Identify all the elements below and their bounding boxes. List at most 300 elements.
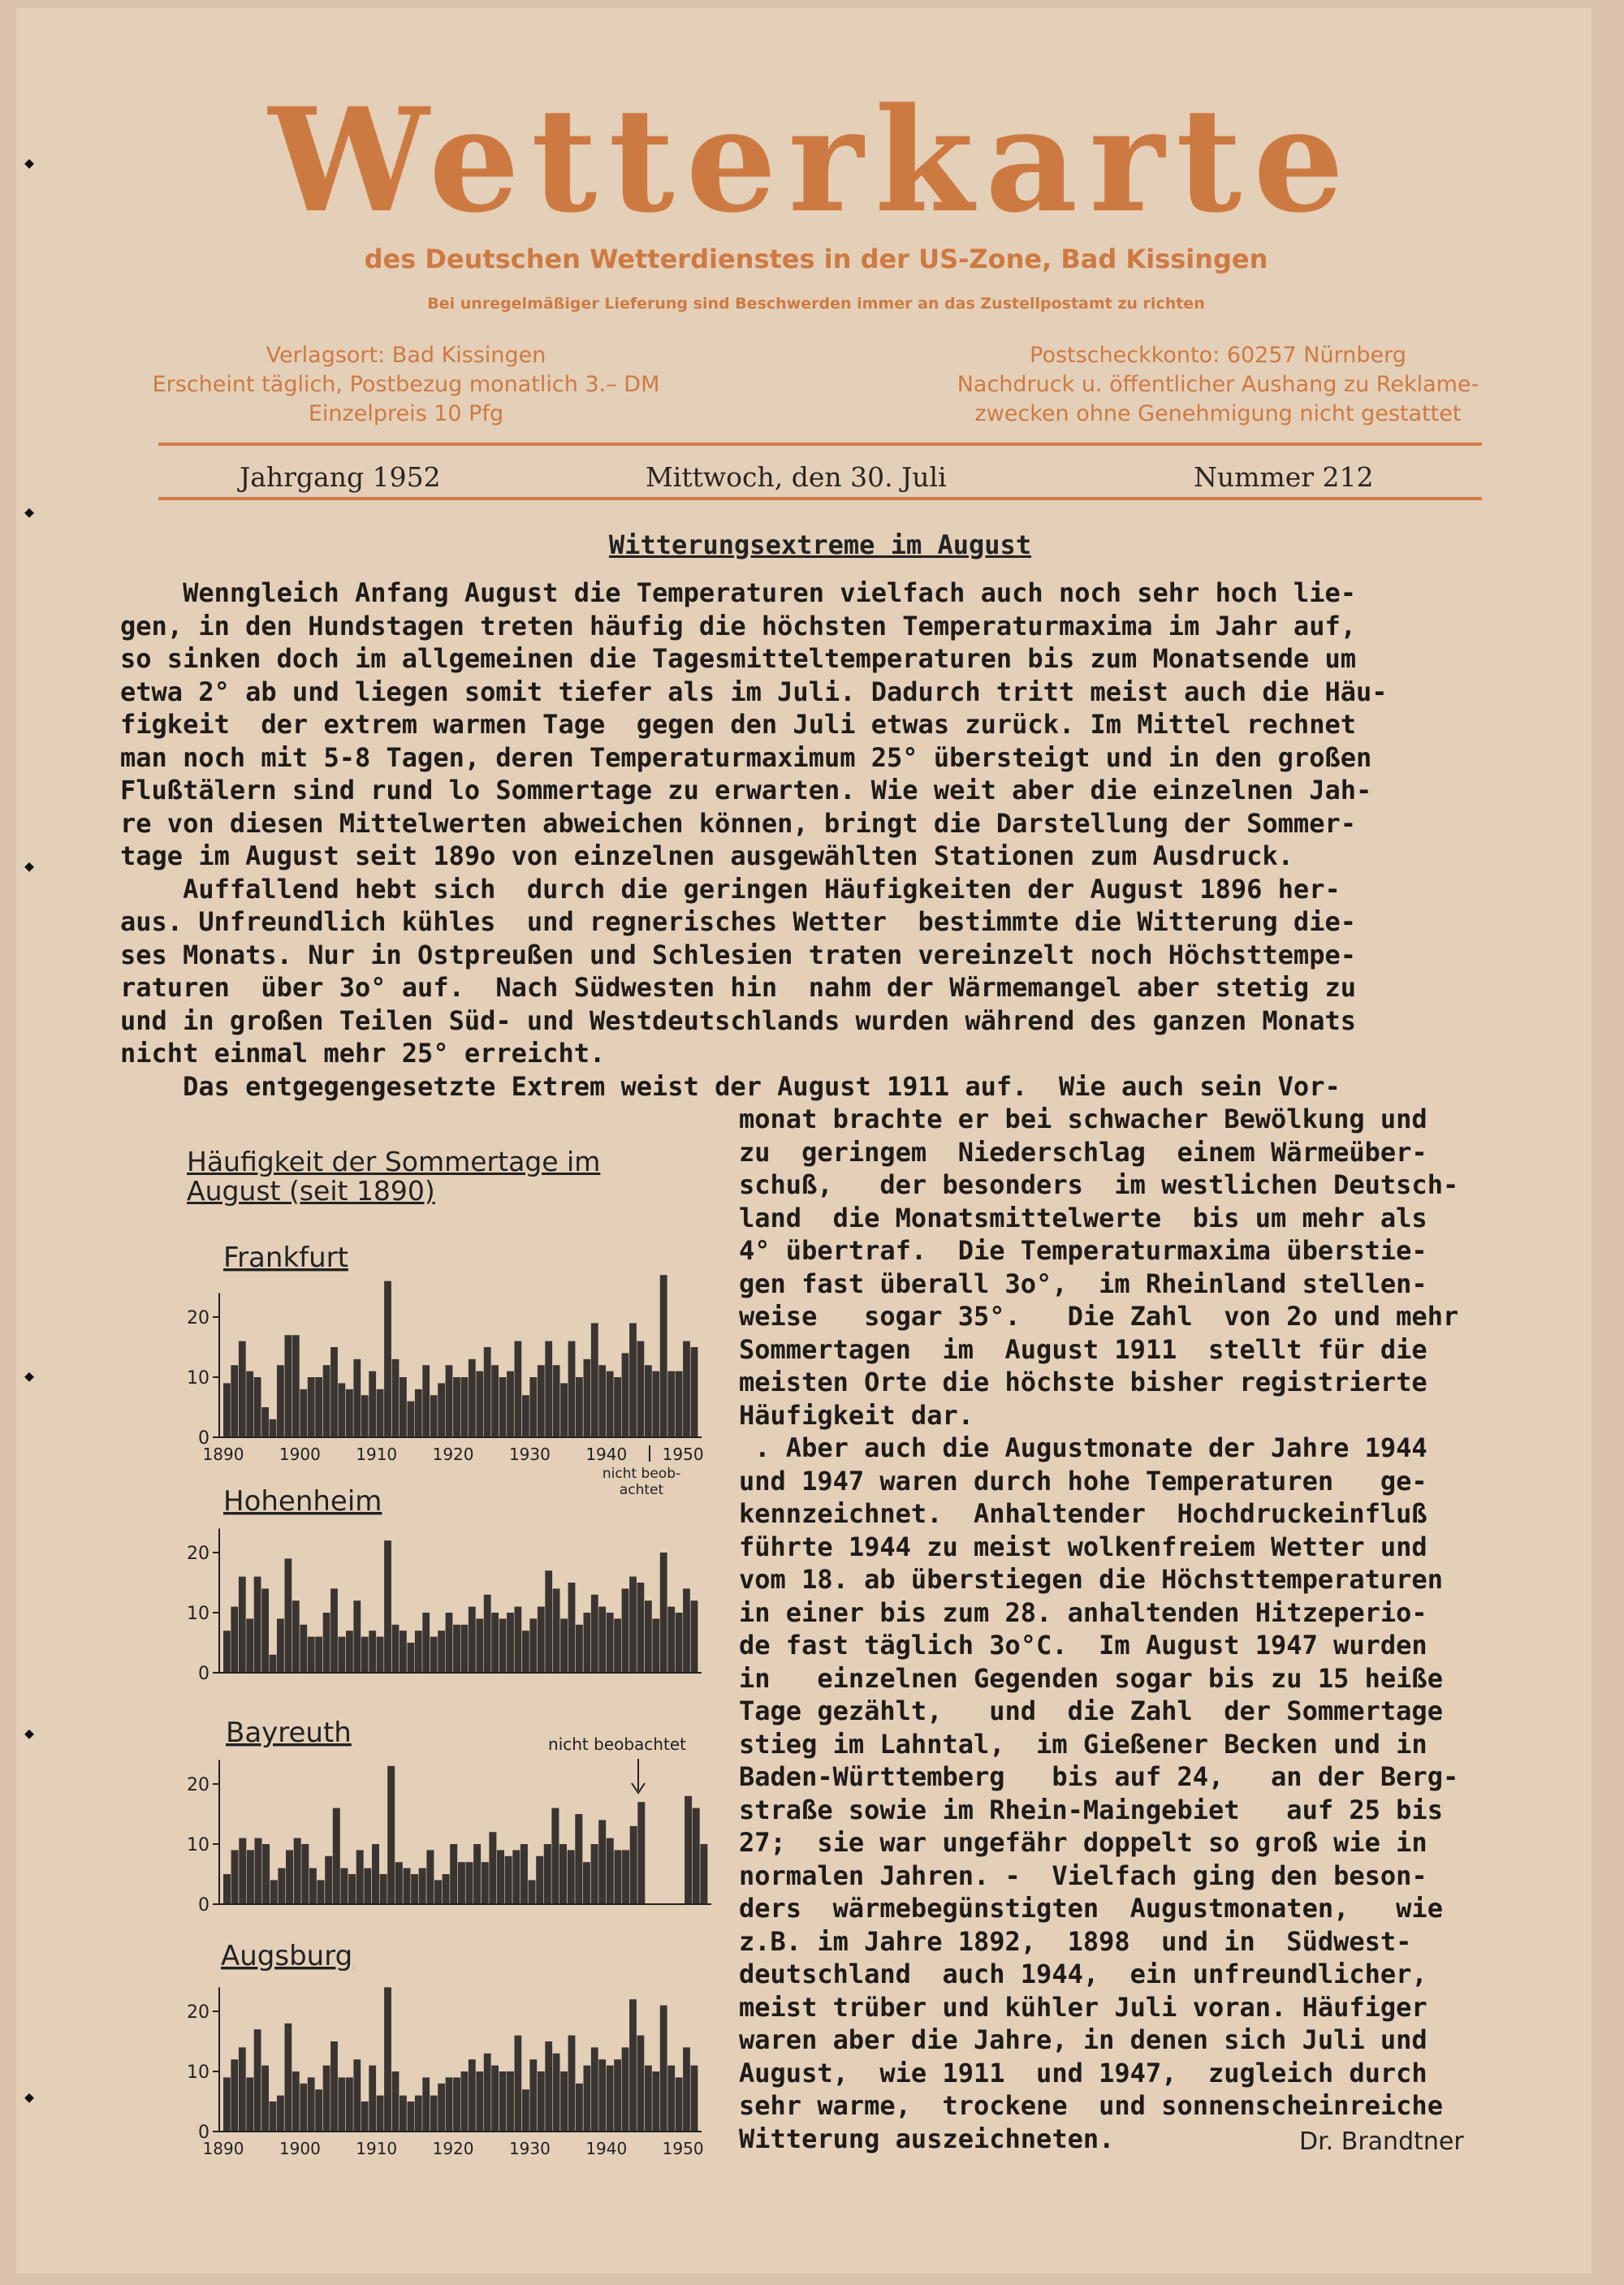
chart-bar	[430, 1637, 438, 1673]
article-line: ders wärmebegünstigten Augustmonaten, wie	[739, 1893, 1443, 1924]
chart-bar	[529, 2059, 537, 2132]
article-line: meist trüber und kühler Juli voran. Häufiger	[739, 1991, 1427, 2023]
chart-bar	[422, 2077, 430, 2132]
y-tick-label: 20	[187, 2002, 209, 2023]
chart-bar	[254, 2029, 261, 2132]
article-line: weise sogar 35°. Die Zahl von 2o und mehr	[739, 1301, 1459, 1332]
chart-bar	[545, 1341, 552, 1437]
x-tick-label: 1890	[202, 1445, 244, 1464]
y-tick-label: 10	[187, 1835, 209, 1855]
chart-bar	[292, 1600, 300, 1673]
chart-bar	[270, 2101, 277, 2132]
chart-bar	[614, 2059, 621, 2132]
chart-bar	[491, 1365, 499, 1437]
chart-bar	[660, 1275, 667, 1437]
y-tick-label: 0	[198, 1895, 209, 1916]
chart-bar	[348, 1874, 356, 1904]
chart-bar	[591, 2047, 598, 2132]
publisher-info-line: Erscheint täglich, Postbezug monatlich 3.– DM	[152, 372, 660, 397]
article-line: stieg im Lahntal, im Gießener Becken und in	[739, 1728, 1427, 1760]
chart-bar	[497, 1850, 504, 1904]
chart-bar	[538, 1607, 545, 1673]
chart-bar	[356, 1850, 364, 1904]
chart-bar	[277, 2096, 284, 2132]
x-tick-label: 1910	[356, 2139, 398, 2158]
chart-bar	[262, 1844, 270, 1904]
chart-bar	[667, 1371, 675, 1437]
chart-bar	[239, 1577, 246, 1673]
article-line: Das entgegengesetzte Extrem weist der August 1911 auf. Wie auch sein Vor-	[120, 1070, 1341, 1102]
chart-bar	[261, 1588, 269, 1673]
chart-bar	[553, 2054, 560, 2132]
chart-bar	[261, 2066, 269, 2132]
y-tick-label: 0	[198, 1428, 209, 1449]
article-line: Flußtälern sind rund lo Sommertage zu erwarten. Wie weit aber die einzelnen Jah-	[120, 775, 1372, 806]
chart-bar	[309, 1868, 317, 1904]
x-tick-label: 1950	[662, 1445, 704, 1464]
chart-bar	[559, 1844, 567, 1904]
article-line: 4° übertraf. Die Temperaturmaxima überstie-	[739, 1235, 1427, 1266]
chart-bar	[400, 2096, 407, 2132]
chart-bar	[231, 2059, 238, 2132]
chart-bar	[223, 2077, 231, 2132]
not-observed-note: nicht beob-	[602, 1466, 681, 1482]
summer-days-charts	[0, 0, 731, 2192]
x-tick-label: 1910	[356, 1445, 398, 1464]
article-line: de fast täglich 3o°C. Im August 1947 wurden	[739, 1630, 1427, 1661]
chart-bar	[387, 1766, 395, 1904]
chart-bar	[346, 1631, 353, 1673]
article-body-column	[739, 1103, 1458, 2155]
article-line: Tage gezählt, und die Zahl der Sommertage	[739, 1695, 1443, 1726]
chart-bar	[261, 1407, 269, 1437]
chart-bar	[285, 1335, 292, 1437]
chart-bar	[691, 1347, 698, 1437]
chart-bar	[404, 1868, 411, 1904]
chart-bar	[339, 1383, 346, 1437]
chart-title-line: August (seit 1890)	[187, 1175, 435, 1207]
chart-bar	[453, 2077, 460, 2132]
chart-bar	[660, 2006, 667, 2132]
chart-bar	[520, 1844, 528, 1904]
y-tick-label: 20	[187, 1544, 209, 1564]
chart-bar	[330, 1588, 338, 1673]
chart-bar	[536, 1856, 543, 1904]
article-line: so sinken doch im allgemeinen die Tagesmitteltemperaturen bis zum Monatsende um	[120, 643, 1356, 674]
chart-bar	[408, 2101, 415, 2132]
chart-bar	[315, 1637, 322, 1673]
chart-bar	[491, 1613, 499, 1673]
chart-bar	[300, 1389, 307, 1437]
article-line: ses Monats. Nur in Ostpreußen und Schlesien traten vereinzelt noch Höchsttempe-	[120, 939, 1356, 970]
chart-bar	[446, 1613, 453, 1673]
chart-bar	[529, 1618, 537, 1673]
chart-bar	[419, 1868, 426, 1904]
chart-bar	[380, 1874, 387, 1904]
masthead-subtitle: des Deutschen Wetterdienstes in der US-Zone, Bad Kissingen	[364, 244, 1268, 274]
chart-bar	[254, 1577, 261, 1673]
chart-bar	[255, 1838, 262, 1904]
chart-bar	[270, 1880, 278, 1904]
article-line: . Aber auch die Augustmonate der Jahre 1944	[739, 1432, 1427, 1463]
chart-bar	[598, 2059, 606, 2132]
chart-bar	[384, 1540, 391, 1673]
y-tick-label: 10	[187, 1604, 209, 1624]
chart-bar	[292, 1335, 300, 1437]
chart-bar	[415, 1631, 422, 1673]
chart-bar	[637, 1583, 645, 1673]
chart-bar	[422, 1613, 430, 1673]
article-line: aus. Unfreundlich kühles und regnerisches Wetter bestimmte die Witterung die-	[120, 906, 1356, 937]
chart-bar	[330, 2041, 338, 2132]
chart-bar	[239, 2047, 246, 2132]
station-label: Bayreuth	[226, 1717, 352, 1749]
chart-bar	[476, 1618, 483, 1673]
chart-bar	[323, 1613, 330, 1673]
chart-bar	[622, 1850, 629, 1904]
chart-bar	[438, 1383, 445, 1437]
article-line: straße sowie im Rhein-Maingebiet auf 25 bis	[739, 1794, 1443, 1825]
chart-bar	[507, 2071, 514, 2132]
chart-bar	[317, 1880, 325, 1904]
chart-bar	[691, 1600, 698, 1673]
chart-bar	[323, 2066, 330, 2132]
chart-bar	[239, 1838, 246, 1904]
chart-bar	[333, 1808, 340, 1904]
chart-bar	[422, 1365, 430, 1437]
chart-bar	[667, 2066, 675, 2132]
chart-bar	[515, 1607, 522, 1673]
x-tick-label: 1920	[432, 1445, 474, 1464]
chart-bar	[361, 2101, 369, 2132]
chart-bar	[683, 2047, 690, 2132]
article-line: vom 18. ab überstiegen die Höchsttemperaturen	[739, 1564, 1443, 1595]
article-headline: Witterungsextreme im August	[608, 529, 1032, 560]
chart-bar	[285, 2024, 292, 2132]
chart-bar	[522, 2089, 529, 2132]
chart-bar	[325, 1856, 332, 1904]
y-tick-label: 0	[198, 1664, 209, 1684]
chart-bar	[683, 1341, 690, 1437]
article-line: etwa 2° ab und liegen somit tiefer als im Juli. Dadurch tritt meist auch die Häu-	[120, 676, 1388, 707]
chart-bar	[607, 2066, 614, 2132]
chart-bar	[691, 2066, 698, 2132]
chart-bar	[384, 1987, 391, 2132]
chart-bar	[693, 1808, 700, 1904]
chart-bar	[598, 1607, 606, 1673]
article-line: man noch mit 5-8 Tagen, deren Temperaturmaximum 25° übersteigt und in den großen	[120, 741, 1372, 773]
chart-bar	[369, 2066, 376, 2132]
chart-bar	[239, 1341, 246, 1437]
chart-bar	[473, 1844, 481, 1904]
chart-bar	[484, 1595, 491, 1673]
chart-bar	[512, 1850, 520, 1904]
chart-bar	[400, 1631, 407, 1673]
chart-bar	[553, 1588, 560, 1673]
article-line: tage im August seit 189o von einzelnen ausgewählten Stationen zum Ausdruck.	[120, 840, 1294, 871]
chart-bar	[676, 2077, 683, 2132]
chart-bar	[438, 2084, 445, 2132]
chart-bar	[507, 1371, 514, 1437]
reprint-info-line: Postscheckkonto: 60257 Nürnberg	[1030, 343, 1406, 368]
x-tick-label: 1930	[508, 1445, 551, 1464]
y-tick-label: 10	[187, 2063, 209, 2083]
chart-bar	[522, 1395, 529, 1437]
chart-bar	[591, 1323, 598, 1437]
chart-bar	[346, 2077, 353, 2132]
chart-bar	[685, 1796, 692, 1904]
chart-bar	[491, 2066, 499, 2132]
chart-bar	[247, 1850, 254, 1904]
chart-bar	[484, 2054, 491, 2132]
chart-bar	[411, 1874, 418, 1904]
chart-bar	[353, 1359, 361, 1437]
not-observed-note: nicht beobachtet	[548, 1734, 686, 1754]
chart-bar	[637, 1341, 645, 1437]
x-tick-label: 1900	[279, 2139, 321, 2158]
article-line: Wenngleich Anfang August die Temperaturen vielfach auch noch sehr hoch lie-	[120, 577, 1356, 608]
article-line: und 1947 waren durch hohe Temperaturen ge-	[739, 1465, 1427, 1497]
chart-bar	[301, 1844, 309, 1904]
chart-bar	[384, 1281, 391, 1437]
not-observed-note: achtet	[619, 1482, 664, 1498]
chart-bar	[277, 1618, 284, 1673]
chart-bar	[364, 1868, 371, 1904]
chart-bar	[499, 1377, 507, 1437]
y-tick-label: 0	[198, 2123, 209, 2143]
author-signature: Dr. Brandtner	[1299, 2127, 1464, 2156]
article-line: gen, in den Hundstagen treten häufig die höchsten Temperaturmaxima im Jahr auf,	[120, 610, 1356, 641]
punch-mark: ◆	[24, 856, 35, 875]
chart-bar	[461, 1377, 469, 1437]
chart-bar	[505, 1856, 512, 1904]
chart-bar	[515, 1341, 522, 1437]
article-line: sehr warme, trockene und sonnenscheinreiche	[739, 2090, 1443, 2121]
chart-bar	[568, 1341, 576, 1437]
publisher-info-line: Einzelpreis 10 Pfg	[308, 401, 504, 426]
delivery-notice: Bei unregelmäßiger Lieferung sind Beschwerden immer an das Zustellpostamt zu richten	[427, 295, 1205, 313]
chart-bar	[450, 1844, 457, 1904]
chart-bar	[584, 2066, 591, 2132]
chart-bar	[622, 1353, 629, 1437]
chart-bar	[583, 1862, 590, 1904]
chart-bar	[629, 1323, 637, 1437]
chart-bar	[700, 1844, 707, 1904]
chart-bar	[461, 1625, 469, 1673]
chart-bar	[676, 1371, 683, 1437]
article-line: schuß, der besonders im westlichen Deutsch-	[739, 1169, 1459, 1200]
article-line: August, wie 1911 und 1947, zugleich durch	[739, 2057, 1427, 2088]
chart-bar	[538, 1365, 545, 1437]
chart-bar	[369, 1631, 376, 1673]
chart-bar	[315, 2089, 322, 2132]
chart-bar	[637, 1802, 645, 1904]
chart-bar	[415, 1389, 422, 1437]
chart-bar	[551, 1808, 559, 1904]
chart-bar	[645, 1600, 652, 1673]
chart-bar	[575, 1814, 582, 1904]
chart-bar	[346, 1389, 353, 1437]
chart-bar	[560, 1383, 568, 1437]
article-line: land die Monatsmittelwerte bis um mehr als	[739, 1202, 1427, 1233]
chart-bar	[223, 1383, 231, 1437]
reprint-info-line: Nachdruck u. öffentlicher Aushang zu Reklame-	[957, 372, 1479, 397]
chart-bar	[667, 1607, 675, 1673]
x-tick-label: 1920	[432, 2139, 474, 2158]
reprint-info-line: zwecken ohne Genehmigung nicht gestattet	[974, 401, 1462, 426]
chart-bar	[377, 2096, 384, 2132]
article-line: Sommertagen im August 1911 stellt für die	[739, 1333, 1427, 1365]
article-line: führte 1944 zu meist wolkenfreiem Wetter und	[739, 1531, 1427, 1562]
chart-bar	[353, 1600, 361, 1673]
chart-bar	[277, 1365, 284, 1437]
chart-bar	[426, 1850, 434, 1904]
chart-bar	[629, 1999, 637, 2132]
chart-bar	[339, 1637, 346, 1673]
chart-bar	[278, 1868, 285, 1904]
chart-bar	[430, 2096, 438, 2132]
article-line: und in großen Teilen Süd- und Westdeutschlands wurden während des ganzen Monats	[120, 1004, 1356, 1036]
article-line: kennzeichnet. Anhaltender Hochdruckeinfluß	[739, 1498, 1427, 1529]
punch-mark: ◆	[24, 153, 35, 172]
chart-bar	[584, 1359, 591, 1437]
chart-bar	[476, 1371, 483, 1437]
chart-bar	[453, 1625, 460, 1673]
chart-bar	[323, 1365, 330, 1437]
chart-bar	[434, 1880, 442, 1904]
chart-bar	[458, 1862, 465, 1904]
article-line: raturen über 3o° auf. Nach Südwesten hin nahm der Wärmemangel aber stetig zu	[120, 972, 1356, 1003]
chart-bar	[576, 1377, 583, 1437]
article-line: zu geringem Niederschlag einem Wärmeüber-	[739, 1136, 1427, 1168]
punch-mark: ◆	[24, 1366, 35, 1385]
publisher-info-line: Verlagsort: Bad Kissingen	[266, 343, 546, 368]
issue-date: Mittwoch, den 30. Juli	[646, 461, 947, 493]
article-line: re von diesen Mittelwerten abweichen können, bringt die Darstellung der Sommer-	[120, 807, 1356, 839]
y-tick-label: 20	[187, 1308, 209, 1328]
chart-bar	[522, 1631, 529, 1673]
chart-bar	[466, 1862, 473, 1904]
chart-bar	[408, 1402, 415, 1437]
chart-bar	[676, 1613, 683, 1673]
article-line: Häufigkeit dar.	[739, 1399, 974, 1431]
chart-bar	[529, 1880, 536, 1904]
article-line: waren aber die Jahre, in denen sich Juli und	[739, 2024, 1427, 2055]
chart-bar	[340, 1868, 348, 1904]
chart-bar	[591, 1844, 598, 1904]
chart-bar	[683, 1588, 690, 1673]
issue-number: Nummer 212	[1194, 461, 1374, 493]
chart-bar	[553, 1365, 560, 1437]
chart-bar	[652, 1371, 659, 1437]
chart-bar	[377, 1389, 384, 1437]
chart-bar	[372, 1844, 379, 1904]
article-line: Auffallend hebt sich durch die geringen Häufigkeiten der August 1896 her-	[120, 873, 1341, 905]
article-line: Baden-Württemberg bis auf 24, an der Berg-	[739, 1761, 1459, 1792]
chart-bar	[482, 1862, 489, 1904]
chart-bar	[507, 1613, 514, 1673]
chart-bar	[415, 2096, 422, 2132]
chart-bar	[430, 1395, 438, 1437]
chart-bar	[630, 1826, 637, 1904]
masthead-title: Wetterkarte	[268, 76, 1356, 244]
chart-bar	[469, 1607, 476, 1673]
chart-bar	[476, 2071, 483, 2132]
chart-bar	[392, 2071, 400, 2132]
y-tick-label: 10	[187, 1368, 209, 1389]
chart-bar	[484, 1347, 491, 1437]
chart-bar	[286, 1850, 293, 1904]
chart-bar	[560, 2071, 568, 2132]
chart-bar	[353, 2059, 361, 2132]
chart-bar	[560, 1618, 568, 1673]
chart-bar	[489, 1832, 496, 1904]
article-line: Witterung auszeichneten.	[739, 2123, 1115, 2154]
chart-bar	[584, 1613, 591, 1673]
chart-bar	[598, 1365, 606, 1437]
chart-bar	[645, 1365, 652, 1437]
article-line: monat brachte er bei schwacher Bewölkung und	[739, 1104, 1427, 1134]
article-line: normalen Jahren. - Vielfach ging den beson-	[739, 1860, 1427, 1891]
chart-bar	[469, 2059, 476, 2132]
x-tick-label: 1940	[585, 1445, 628, 1464]
chart-bar	[614, 1377, 621, 1437]
punch-mark: ◆	[24, 1723, 35, 1743]
chart-bar	[622, 2047, 629, 2132]
chart-bar	[545, 1570, 552, 1673]
chart-bar	[395, 1862, 403, 1904]
chart-bar	[292, 2071, 300, 2132]
x-tick-label: 1940	[585, 2139, 628, 2158]
chart-bar	[469, 1359, 476, 1437]
chart-bar	[591, 1595, 598, 1673]
chart-bar	[529, 1377, 537, 1437]
chart-bar	[652, 1618, 659, 1673]
chart-title-line: Häufigkeit der Sommertage im	[187, 1146, 601, 1177]
chart-bar	[369, 1371, 376, 1437]
article-line: in einer bis zum 28. anhaltenden Hitzeperio-	[739, 1596, 1427, 1628]
chart-bar	[308, 1377, 315, 1437]
chart-bar	[576, 1625, 583, 1673]
chart-bar	[568, 2036, 576, 2132]
y-tick-label: 20	[187, 1775, 209, 1795]
chart-bar	[246, 2077, 253, 2132]
chart-bar	[461, 2071, 469, 2132]
article-line: figkeit der extrem warmen Tage gegen den Juli etwas zurück. Im Mittel rechnet	[120, 709, 1356, 740]
chart-bar	[660, 1553, 667, 1673]
chart-bar	[652, 2071, 659, 2132]
chart-bar	[223, 1631, 231, 1673]
chart-bar	[598, 1820, 606, 1904]
article-line: gen fast überall 3o°, im Rheinland stellen-	[739, 1268, 1427, 1299]
station-label: Augsburg	[221, 1940, 353, 1972]
article-line: deutschland auch 1944, ein unfreundlicher,	[739, 1959, 1427, 1989]
chart-bar	[607, 1838, 614, 1904]
reprint-info	[909, 341, 1527, 429]
chart-bar	[607, 1371, 614, 1437]
chart-bar	[285, 1558, 292, 1673]
chart-bar	[645, 2066, 652, 2132]
chart-bar	[607, 1613, 614, 1673]
station-label: Frankfurt	[223, 1242, 348, 1274]
chart-bar	[361, 1637, 369, 1673]
chart-bar	[392, 1625, 400, 1673]
chart-bar	[270, 1419, 277, 1437]
article-line: meisten Orte die höchste bisher registrierte	[739, 1367, 1427, 1397]
chart-bar	[568, 1583, 576, 1673]
chart-bar	[315, 1377, 322, 1437]
chart-bar	[544, 1844, 551, 1904]
